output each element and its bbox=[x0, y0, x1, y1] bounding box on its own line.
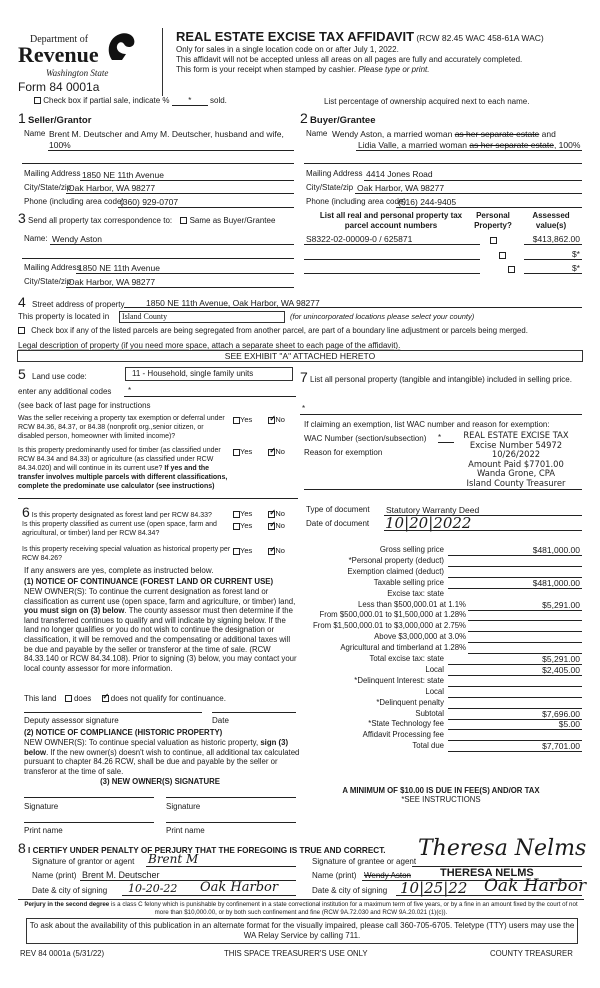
calc-label: Less than $500,000.01 at 1.1% bbox=[358, 600, 466, 609]
county-select[interactable]: Island County bbox=[119, 311, 285, 323]
calc-label: Taxable selling price bbox=[373, 578, 444, 587]
calc-label: Excise tax: state bbox=[387, 589, 444, 598]
does-qualify-checkbox[interactable] bbox=[65, 695, 72, 702]
calc-label: Subtotal bbox=[415, 709, 444, 718]
d1-answer bbox=[233, 509, 285, 518]
calc-value-field[interactable]: $481,000.00 bbox=[532, 578, 580, 588]
calc-label: *Delinquent Interest: state bbox=[354, 676, 444, 685]
grantor-sig-label: Signature of grantor or agent bbox=[32, 857, 135, 866]
stamp-line: Amount Paid $7701.00 bbox=[468, 458, 564, 469]
does-label: does bbox=[73, 694, 92, 703]
d1-yes-checkbox[interactable] bbox=[233, 511, 240, 518]
buyer-name-text: , 100% bbox=[553, 140, 581, 150]
stamp-line: REAL ESTATE EXCISE TAX bbox=[463, 430, 569, 440]
calc-underline bbox=[448, 566, 582, 567]
calc-label: Total due bbox=[412, 741, 444, 750]
owner-sig2-label: Signature bbox=[166, 802, 201, 811]
ownership-note: List percentage of ownership acquired next to each name. bbox=[324, 97, 530, 106]
grantee-signature[interactable]: Theresa Nelms bbox=[418, 836, 587, 861]
parcel-header: List all real and personal property tax parcel account numbers bbox=[319, 211, 463, 230]
corr-name-underline bbox=[50, 244, 294, 245]
form-revision: REV 84 0001a (5/31/22) bbox=[20, 949, 105, 958]
additional-codes-underline bbox=[124, 396, 296, 397]
buyer-city-underline bbox=[355, 193, 582, 194]
assessed-value-field[interactable]: $* bbox=[571, 263, 580, 273]
calc-underline bbox=[448, 555, 582, 556]
section-number: 5 bbox=[18, 366, 26, 382]
yes-label: Yes bbox=[240, 415, 253, 424]
buyer-name-extra-line bbox=[304, 163, 582, 164]
notice1-text bbox=[24, 587, 300, 673]
parcel-underline bbox=[304, 273, 480, 274]
grantor-name-label: Name (print) bbox=[32, 871, 77, 880]
seller-city-underline bbox=[66, 193, 294, 194]
partial-sale-suffix: sold. bbox=[210, 96, 227, 105]
seller-name-extra-line bbox=[22, 163, 294, 164]
header-sub3 bbox=[176, 65, 429, 74]
personal-property-field[interactable]: * bbox=[302, 404, 306, 413]
certify-text: I CERTIFY UNDER PENALTY OF PERJURY THAT THE FOREGOING IS TRUE AND CORRECT. bbox=[28, 846, 386, 855]
agency-swirl-icon bbox=[104, 30, 138, 64]
assessed-underline bbox=[524, 273, 582, 274]
deputy-sig-label: Deputy assessor signature bbox=[24, 716, 119, 725]
personal-property-underline bbox=[300, 414, 582, 415]
d2-yes-checkbox[interactable] bbox=[233, 523, 240, 530]
buyer-mailing-field[interactable]: 4414 Jones Road bbox=[366, 169, 433, 179]
q2-answer bbox=[233, 447, 285, 456]
buyer-phone-label: Phone (including area code) bbox=[306, 197, 407, 206]
if-yes-note: If any answers are yes, complete as instructed below. bbox=[24, 566, 214, 575]
calc-underline bbox=[468, 620, 582, 621]
calc-label: *Delinquent penalty bbox=[376, 698, 444, 707]
seller-mailing-underline bbox=[80, 180, 294, 181]
perjury-notice bbox=[18, 899, 584, 917]
d3-no-checkbox[interactable] bbox=[268, 548, 275, 555]
segregate-checkbox[interactable] bbox=[18, 327, 25, 334]
calc-value-field[interactable]: $7,701.00 bbox=[542, 741, 580, 751]
owner-sig1-line bbox=[24, 797, 154, 798]
q1-answer bbox=[233, 415, 285, 424]
corr-extra-line bbox=[22, 258, 294, 259]
calc-label: *State Technology fee bbox=[368, 719, 444, 728]
calc-underline bbox=[468, 631, 582, 632]
receipt-note: This form is your receipt when stamped by cashier. bbox=[176, 65, 357, 74]
legal-description-field[interactable]: SEE EXHIBIT "A" ATTACHED HERETO bbox=[17, 350, 583, 362]
assessed-header: Assessed value(s) bbox=[532, 211, 570, 230]
calc-label: Affidavit Processing fee bbox=[362, 730, 444, 739]
partial-sale-label: Check box if partial sale, indicate % bbox=[43, 96, 170, 105]
calc-underline bbox=[468, 642, 582, 643]
corr-name-label: Name: bbox=[24, 234, 48, 243]
seller-name-line1[interactable]: Brent M. Deutscher and Amy M. Deutscher, husband and wife, bbox=[49, 129, 284, 139]
owner-print1-line bbox=[24, 822, 154, 823]
notice1-text-a: NEW OWNER(S): To continue the current designation as forest land or classification as current use (open space, farm and agriculture, or timber) land, bbox=[24, 587, 296, 606]
stamp-line: Excise Number 54972 bbox=[469, 439, 563, 450]
assessed-underline bbox=[524, 259, 582, 260]
section-number: 8 bbox=[18, 840, 26, 856]
no-label: No bbox=[275, 546, 285, 555]
notice2-text-b: . If the new owner(s) doesn't wish to continue, all additional tax calculated pursuant to chapter 84.26 RCW, shall be due and payable by the seller or transferor at the time of sale. bbox=[24, 747, 300, 776]
seller-phone-underline bbox=[118, 207, 294, 208]
stamp-line: Wanda Grone, CPA bbox=[476, 468, 556, 479]
calc-underline bbox=[448, 751, 582, 752]
assessed-value-field[interactable]: $413,862.00 bbox=[532, 234, 580, 244]
assessed-underline bbox=[524, 244, 582, 245]
corr-mailing-label: Mailing Address bbox=[24, 263, 81, 272]
doc-date-underline bbox=[384, 530, 582, 531]
seller-mailing-label: Mailing Address bbox=[24, 169, 81, 178]
seller-city-field[interactable]: Oak Harbor, WA 98277 bbox=[68, 183, 156, 193]
header-sub1: Only for sales in a single location code on or after July 1, 2022. bbox=[176, 45, 399, 54]
grantee-date-label: Date & city of signing bbox=[312, 886, 388, 895]
grantee-date-field[interactable]: 10|25|22 bbox=[400, 879, 468, 897]
yes-label: Yes bbox=[240, 546, 253, 555]
calc-value-field[interactable]: $481,000.00 bbox=[532, 545, 580, 555]
seller-phone-field[interactable]: (360) 929-0707 bbox=[120, 197, 179, 207]
calc-value-field[interactable]: $5.00 bbox=[558, 719, 580, 729]
title-text: REAL ESTATE EXCISE TAX AFFIDAVIT bbox=[176, 29, 415, 44]
land-use-select[interactable]: 11 - Household, single family units bbox=[125, 367, 293, 381]
agency-line3: Washington State bbox=[46, 68, 109, 78]
reason-underline bbox=[304, 489, 582, 490]
located-note: (for unincorporated locations please select your county) bbox=[290, 312, 475, 321]
grantor-date-underline bbox=[122, 895, 296, 896]
seller-heading bbox=[18, 110, 91, 126]
buyer-city-field[interactable]: Oak Harbor, WA 98277 bbox=[357, 183, 445, 193]
calc-underline bbox=[468, 610, 582, 611]
buyer-city-label: City/State/zip bbox=[306, 183, 354, 192]
header-divider bbox=[162, 28, 163, 96]
d3-yes-checkbox[interactable] bbox=[233, 548, 240, 555]
section5-divider bbox=[18, 498, 298, 499]
agency-line2: Revenue bbox=[18, 42, 99, 67]
section-number: 6 bbox=[22, 504, 30, 520]
treasurer-stamp bbox=[454, 431, 578, 489]
personal-property-heading bbox=[300, 369, 582, 385]
corr-city-underline bbox=[66, 287, 294, 288]
section-number: 2 bbox=[300, 110, 308, 126]
calc-label: Gross selling price bbox=[379, 545, 444, 554]
seller-name-line2[interactable]: 100% bbox=[49, 140, 71, 150]
wac-label: WAC Number (section/subsection) bbox=[304, 434, 427, 443]
land-use-heading bbox=[18, 366, 87, 382]
calc-underline bbox=[448, 697, 582, 698]
notice1-bold: you must sign on (3) below bbox=[24, 606, 125, 616]
partial-sale-percent[interactable]: * bbox=[172, 96, 208, 106]
struck-text: as her separate estate bbox=[469, 140, 554, 150]
parcel-underline bbox=[304, 244, 480, 245]
buyer-name-label: Name bbox=[306, 129, 328, 138]
owner-sig2-line bbox=[166, 797, 296, 798]
buyer-phone-underline bbox=[396, 207, 582, 208]
street-label: Street address of property bbox=[32, 300, 125, 309]
calc-value-field[interactable]: $5,291.00 bbox=[542, 654, 580, 664]
current-use-question: Is this property classified as current use (open space, farm and agricultural, or timber) land per RCW 84.34? bbox=[22, 521, 217, 537]
buyer-mailing-underline bbox=[364, 180, 582, 181]
segregate-label: Check box if any of the listed parcels are being segregated from another parcel, are part of a boundary line adjustment or parcels being merged. bbox=[31, 326, 528, 335]
grantor-signature[interactable]: Brent M bbox=[148, 852, 199, 866]
continuance-row bbox=[24, 694, 226, 703]
see-instructions-note: *SEE INSTRUCTIONS bbox=[401, 795, 481, 804]
grantor-date-label: Date & city of signing bbox=[32, 886, 108, 895]
grantor-name-field[interactable]: Brent M. Deutscher bbox=[82, 870, 160, 880]
personal-header: Personal Property? bbox=[474, 211, 512, 230]
notice1-text-b: . The county assessor must then determine if the land transferred continues to qualify and will indicate by signing below. If the land no longer qualifies or you do not wish to continue the designation or classification, it will be removed and the compensating or additional taxes will be due and payable by the seller or transferor at the time of sale. (RCW 84.33.140 or RCW 84.34.108). Prior to signing (3) below, you may contact your local county assessor for more information. bbox=[24, 606, 297, 673]
deputy-sig-line bbox=[24, 712, 202, 713]
located-label: This property is located in bbox=[18, 312, 110, 321]
d3-answer bbox=[233, 546, 285, 555]
no-label: No bbox=[275, 415, 285, 424]
seller-mailing-field[interactable]: 1850 NE 11th Avenue bbox=[82, 170, 164, 180]
perjury-bold: Perjury in the second degree bbox=[24, 901, 110, 908]
corr-city-field[interactable]: Oak Harbor, WA 98277 bbox=[68, 277, 156, 287]
does-not-label: does not qualify for continuance. bbox=[110, 694, 226, 703]
forest-question bbox=[22, 504, 212, 520]
personal-property-checkbox[interactable] bbox=[499, 252, 506, 259]
same-as-buyer-label: Same as Buyer/Grantee bbox=[189, 216, 276, 225]
doc-date-label: Date of document bbox=[306, 519, 370, 528]
grantor-date-field[interactable]: 10-20-22 bbox=[128, 882, 178, 895]
grantor-city-field[interactable]: Oak Harbor bbox=[200, 880, 279, 895]
partial-sale-checkbox[interactable] bbox=[34, 97, 41, 104]
grantee-date-underline bbox=[396, 895, 582, 896]
personal-property-checkbox[interactable] bbox=[508, 266, 515, 273]
certify-heading bbox=[18, 840, 386, 856]
notice1-title: (1) NOTICE OF CONTINUANCE (FOREST LAND OR CURRENT USE) bbox=[24, 577, 274, 586]
corr-mailing-field[interactable]: 1850 NE 11th Avenue bbox=[78, 263, 160, 273]
q2-no-checkbox[interactable] bbox=[268, 449, 275, 456]
calc-label: Agricultural and timberland at 1.28% bbox=[340, 643, 466, 652]
section-title: Buyer/Grantee bbox=[310, 115, 376, 126]
street-address-field[interactable]: 1850 NE 11th Avenue, Oak Harbor, WA 98277 bbox=[146, 298, 320, 308]
d2-no-checkbox[interactable] bbox=[268, 523, 275, 530]
perjury-text: is a class C felony which is punishable by confinement in a state correctional institution for a maximum term of five years, or by a fine in an amount fixed by the court of not more than $10,000.00, or by both such confinement and fine (RCW 9A.72.030 and RCW 9A.20.021 (1)(c)). bbox=[109, 901, 578, 916]
personal-property-checkbox[interactable] bbox=[490, 237, 497, 244]
corr-city-label: City/State/zip bbox=[24, 277, 72, 286]
correspondence-label: Send all property tax correspondence to: bbox=[28, 216, 173, 225]
this-land-label: This land bbox=[24, 694, 57, 703]
accessibility-notice: To ask about the availability of this publication in an alternate format for the visually impaired, please call 360-705-6705. Teletype (TTY) users may use the WA Relay Service by calling 711. bbox=[26, 918, 578, 944]
grantee-sig-label: Signature of grantee or agent bbox=[312, 857, 417, 866]
section-number: 3 bbox=[18, 210, 26, 226]
minimum-due-note: A MINIMUM OF $10.00 IS DUE IN FEE(S) AND/OR TAX bbox=[342, 786, 540, 795]
owner-print2-line bbox=[166, 822, 296, 823]
legal-label: Legal description of property (if you need more space, attach a separate sheet to each page of the affidavit). bbox=[18, 341, 401, 350]
stamp-line: Island County Treasurer bbox=[466, 477, 566, 488]
section-number: 1 bbox=[18, 110, 26, 126]
same-as-buyer-checkbox[interactable] bbox=[180, 217, 187, 224]
additional-codes-label: enter any additional codes bbox=[18, 387, 112, 396]
buyer-name-line2[interactable] bbox=[358, 140, 580, 150]
reason-label: Reason for exemption bbox=[304, 448, 383, 457]
q1-yes-checkbox[interactable] bbox=[233, 417, 240, 424]
buyer-phone-field[interactable]: (516) 244-9405 bbox=[398, 197, 457, 207]
calc-underline bbox=[448, 729, 582, 730]
title-ref: (RCW 82.45 WAC 458-61A WAC) bbox=[416, 33, 544, 43]
land-use-instructions: (see back of last page for instructions bbox=[18, 401, 151, 410]
calc-underline bbox=[448, 686, 582, 687]
d2-answer bbox=[233, 521, 285, 530]
notice2-bold: sign (3) below bbox=[24, 738, 289, 757]
yes-label: Yes bbox=[240, 447, 253, 456]
county-treasurer-label: COUNTY TREASURER bbox=[490, 949, 573, 958]
section-title: Seller/Grantor bbox=[28, 115, 92, 126]
buyer-mailing-label: Mailing Address bbox=[306, 169, 363, 178]
agency-line1: Department of bbox=[30, 34, 89, 45]
calc-label: Total excise tax: state bbox=[369, 654, 444, 663]
corr-name-field[interactable]: Wendy Aston bbox=[52, 234, 102, 244]
seller-phone-label: Phone (including area code) bbox=[24, 197, 125, 206]
calc-value-field[interactable]: $2,405.00 bbox=[542, 665, 580, 675]
wac-field[interactable]: * bbox=[438, 433, 454, 443]
calc-label: Exemption claimed (deduct) bbox=[347, 567, 444, 576]
calc-label: Local bbox=[425, 665, 444, 674]
notice2-text bbox=[24, 738, 300, 776]
calc-value-field[interactable]: $7,696.00 bbox=[542, 709, 580, 719]
struck-text: as her separate estate bbox=[454, 129, 540, 139]
personal-property-label: List all personal property (tangible and intangible) included in selling price. bbox=[310, 375, 572, 384]
doc-date-field[interactable]: 10|20|2022 bbox=[385, 514, 472, 532]
grantee-name-field[interactable]: THERESA NELMS bbox=[440, 867, 534, 879]
timber-question-bold: If yes and the transfer involves multiple parcels with different classifications, complete the predominate use calculator (see instructions) bbox=[18, 465, 228, 490]
additional-codes-field[interactable]: * bbox=[128, 386, 132, 395]
street-heading bbox=[18, 294, 125, 310]
calc-underline bbox=[448, 588, 582, 589]
notice2-text-a: NEW OWNER(S): To continue special valuation as historic property, bbox=[24, 738, 259, 747]
type-print-note: Please type or print. bbox=[358, 65, 430, 74]
grantee-city-field[interactable]: Oak Harbor bbox=[484, 876, 587, 896]
no-label: No bbox=[275, 447, 285, 456]
buyer-name-underline bbox=[356, 150, 582, 151]
treasurer-use-label: THIS SPACE TREASURER'S USE ONLY bbox=[224, 949, 368, 958]
notice2-title: (2) NOTICE OF COMPLIANCE (HISTORIC PROPERTY) bbox=[24, 728, 223, 737]
timber-question-text: Is this property predominantly used for timber (as classified under RCW 84.34 and 84.33) or agriculture (as classified under RCW 84.34.020) and will continue in its current use? bbox=[18, 447, 221, 472]
section-number: 4 bbox=[18, 294, 26, 310]
buyer-name-text: Wendy Aston, a married woman bbox=[332, 129, 453, 139]
land-use-label: Land use code: bbox=[32, 372, 87, 381]
exemption-question: Was the seller receiving a property tax exemption or deferral under RCW 84.36, 84.37, or 84.38 (nonprofit org.,senior citizen, or disabled person, homeowner with limited income)? bbox=[18, 415, 225, 440]
form-title bbox=[176, 29, 544, 44]
street-underline bbox=[124, 307, 582, 308]
calc-underline bbox=[448, 675, 582, 676]
grantee-name-label: Name (print) bbox=[312, 871, 357, 880]
section-number: 7 bbox=[300, 369, 308, 385]
corr-mailing-underline bbox=[76, 273, 294, 274]
segregate-row bbox=[18, 326, 528, 335]
owner-sig1-label: Signature bbox=[24, 802, 59, 811]
seller-name-underline bbox=[48, 150, 294, 151]
doc-type-field[interactable]: Statutory Warranty Deed bbox=[386, 505, 480, 515]
partial-sale bbox=[34, 96, 227, 106]
exemption-label: If claiming an exemption, list WAC number and reason for exemption: bbox=[304, 420, 550, 429]
deputy-date-label: Date bbox=[212, 716, 229, 725]
owner-print2-label: Print name bbox=[166, 826, 205, 835]
buyer-name-text: and bbox=[541, 129, 556, 139]
q2-yes-checkbox[interactable] bbox=[233, 449, 240, 456]
agency-logo bbox=[18, 28, 138, 78]
calc-label: Above $3,000,000 at 3.0% bbox=[374, 632, 466, 641]
parcel-number-field[interactable]: S8322-02-00009-0 / 625871 bbox=[306, 234, 413, 244]
does-not-qualify-checkbox[interactable] bbox=[102, 695, 109, 702]
yes-label: Yes bbox=[240, 509, 253, 518]
buyer-heading bbox=[300, 110, 376, 126]
no-label: No bbox=[275, 509, 285, 518]
parcel-underline bbox=[304, 259, 480, 260]
timber-question bbox=[18, 446, 230, 491]
deputy-date-line bbox=[212, 712, 296, 713]
buyer-name-text: Lidia Valle, a married woman bbox=[358, 140, 467, 150]
buyer-name-line1[interactable] bbox=[332, 129, 556, 139]
notice3-title: (3) NEW OWNER(S) SIGNATURE bbox=[100, 777, 220, 786]
yes-label: Yes bbox=[240, 521, 253, 530]
calc-label: From $1,500,000.01 to $3,000,000 at 2.75% bbox=[312, 621, 466, 630]
historical-question: Is this property receiving special valuation as historical property per RCW 84.26? bbox=[22, 546, 231, 562]
form-number: Form 84 0001a bbox=[18, 80, 100, 94]
calc-label: Local bbox=[425, 687, 444, 696]
stamp-line: 10/26/2022 bbox=[491, 449, 541, 460]
calc-value-field[interactable]: $5,291.00 bbox=[542, 600, 580, 610]
assessed-value-field[interactable]: $* bbox=[571, 249, 580, 259]
no-label: No bbox=[275, 521, 285, 530]
calc-label: *Personal property (deduct) bbox=[348, 556, 444, 565]
header-sub2: This affidavit will not be accepted unless all areas on all pages are fully and accurately completed. bbox=[176, 55, 523, 64]
owner-print1-label: Print name bbox=[24, 826, 63, 835]
q1-no-checkbox[interactable] bbox=[268, 417, 275, 424]
forest-question-text: Is this property designated as forest land per RCW 84.33? bbox=[31, 512, 212, 519]
grantee-name-struck: Wendy Aston bbox=[364, 871, 411, 880]
correspondence-heading bbox=[18, 210, 275, 226]
grantor-sig-underline bbox=[146, 866, 296, 867]
seller-city-label: City/State/zip bbox=[24, 183, 72, 192]
doc-type-label: Type of document bbox=[306, 505, 370, 514]
d1-no-checkbox[interactable] bbox=[268, 511, 275, 518]
seller-name-label: Name bbox=[24, 129, 46, 138]
calc-label: From $500,000.01 to $1,500,000 at 1.28% bbox=[319, 610, 466, 619]
